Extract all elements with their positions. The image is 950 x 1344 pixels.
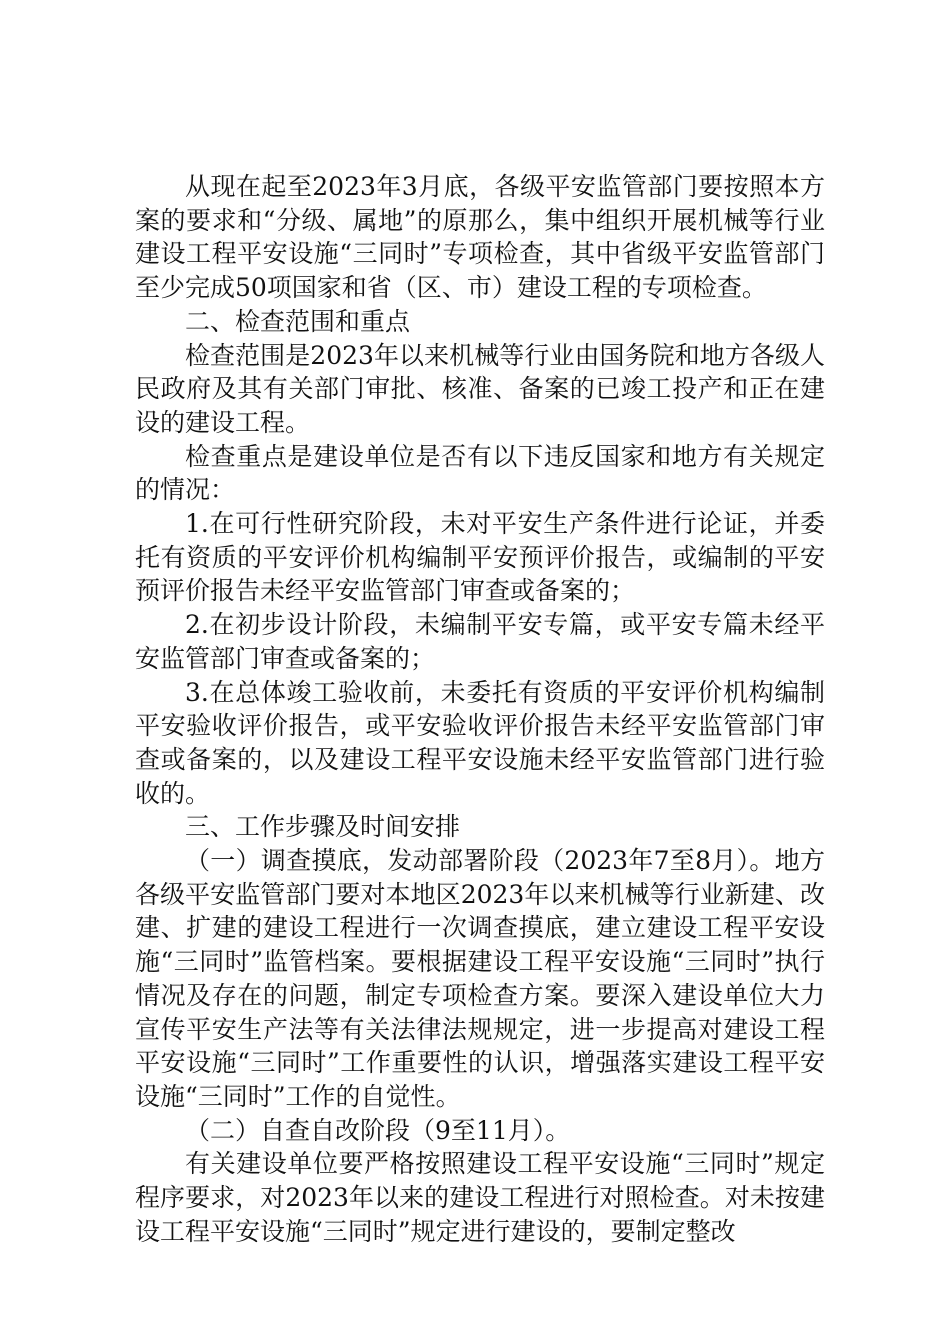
- heading-steps: 三、工作步骤及时间安排: [185, 812, 461, 842]
- list-item-3: 3.在总体竣工验收前，未委托有资质的平安评价机构编制平安验收评价报告，或平安验收评价报告未经平安监管部门审查或备案的，以及建设工程平安设施未经平安监管部门进行验收的。: [135, 677, 825, 808]
- paragraph-step-2: 有关建设单位要严格按照建设工程平安设施“三同时”规定程序要求，对2023年以来的建设工程进行对照检查。对未按建设工程平安设施“三同时”规定进行建设的，要制定整改: [135, 1149, 825, 1246]
- list-item-1: 1.在可行性研究阶段，未对平安生产条件进行论证，并委托有资质的平安评价机构编制平安预评价报告，或编制的平安预评价报告未经平安监管部门审查或备案的；: [135, 509, 825, 606]
- paragraph-step-2-heading: （二）自查自改阶段（9至11月）。: [185, 1115, 571, 1145]
- paragraph-focus-intro: 检查重点是建设单位是否有以下违反国家和地方有关规定的情况：: [135, 441, 825, 505]
- paragraph-schedule: 从现在起至2023年3月底，各级平安监管部门要按照本方案的要求和“分级、属地”的原那么，集中组织开展机械等行业建设工程平安设施“三同时”专项检查，其中省级平安监管部门至少完成50项国家和省（区、市）建设工程的专项检查。: [135, 172, 825, 303]
- document-body: [135, 170, 825, 1249]
- paragraph-scope: 检查范围是2023年以来机械等行业由国务院和地方各级人民政府及其有关部门审批、核准、备案的已竣工投产和正在建设的建设工程。: [135, 340, 825, 437]
- list-item-2: 2.在初步设计阶段，未编制平安专篇，或平安专篇未经平安监管部门审查或备案的；: [135, 610, 825, 673]
- heading-scope: 二、检查范围和重点: [185, 306, 411, 336]
- paragraph-step-1: （一）调查摸底，发动部署阶段（2023年7至8月）。地方各级平安监管部门要对本地区2023年以来机械等行业新建、改建、扩建的建设工程进行一次调查摸底，建立建设工程平安设施“三同时”监管档案。要根据建设工程平安设施“三同时”执行情况及存在的问题，制定专项检查方案。要深入建设单位大力宣传平安生产法等有关法律法规规定，进一步提高对建设工程平安设施“三同时”工作重要性的认识，增强落实建设工程平安设施“三同时”工作的自觉性。: [135, 846, 825, 1111]
